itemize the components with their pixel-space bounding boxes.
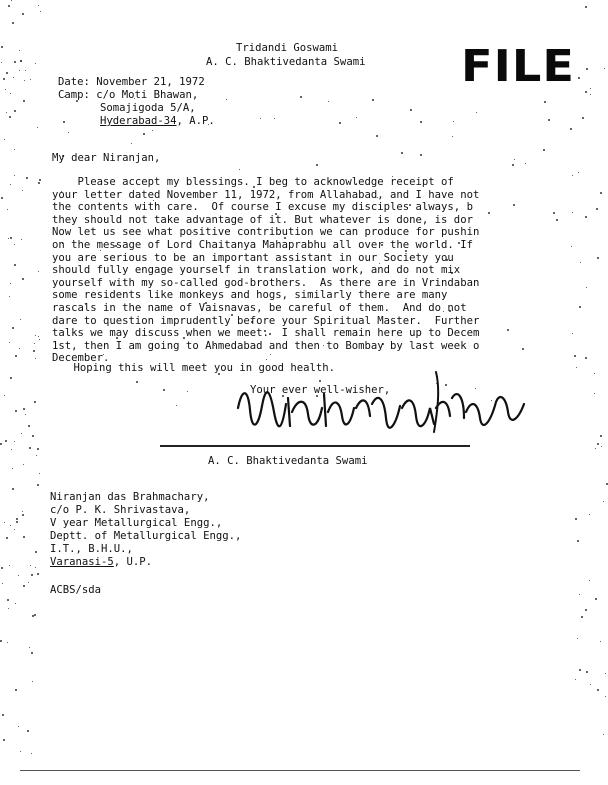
speck: [12, 327, 14, 329]
speck: [548, 119, 550, 121]
speck: [600, 192, 602, 194]
speck: [12, 22, 14, 24]
speck: [20, 319, 21, 320]
speck: [35, 335, 36, 336]
speck: [26, 177, 28, 179]
speck: [328, 101, 329, 102]
speck: [2, 583, 3, 584]
speck: [8, 5, 10, 7]
speck: [576, 367, 577, 368]
recipient-line2: c/o P. K. Shrivastava,: [50, 504, 191, 516]
speck: [1, 62, 2, 63]
handwritten-signature: [228, 368, 528, 448]
speck: [582, 117, 584, 119]
speck: [226, 99, 227, 100]
signature-line: [160, 445, 470, 447]
recipient-line4: Deptt. of Metallurgical Engg.,: [50, 530, 242, 542]
speck: [580, 262, 581, 263]
speck: [18, 575, 19, 576]
speck: [356, 117, 357, 118]
speck: [316, 164, 318, 166]
speck: [33, 350, 35, 352]
body-line: talks we may discuss when we meet. I shall remain here up to Decem: [52, 327, 480, 340]
speck: [595, 448, 596, 449]
body-line: on the message of Lord Chaitanya Mahaprabhu all over the world. If: [52, 239, 473, 251]
speck: [270, 354, 271, 355]
speck: [32, 435, 34, 437]
speck: [9, 342, 10, 343]
speck: [9, 296, 10, 297]
speck: [6, 537, 8, 539]
speck: [578, 172, 579, 173]
speck: [12, 488, 14, 490]
speck: [1, 567, 3, 569]
speck: [522, 348, 524, 350]
speck: [603, 734, 604, 735]
speck: [600, 641, 601, 642]
speck: [544, 101, 546, 103]
body-line: rascals in the name of Vaisnavas, be careful of them. And do not: [52, 302, 467, 314]
speck: [14, 244, 15, 245]
speck: [9, 116, 11, 118]
body-line: yourself with my so-called god-brothers. As there are in Vrindaban: [52, 276, 480, 289]
speck: [597, 257, 599, 259]
speck: [19, 348, 20, 349]
speck: [29, 647, 30, 648]
recipient-line3: V year Metallurgical Engg.,: [50, 517, 223, 529]
body-line: Please accept my blessings. I beg to acknowledge receipt of: [52, 176, 454, 188]
speck: [143, 133, 145, 135]
speck: [4, 522, 5, 523]
speck: [15, 603, 16, 604]
file-stamp: [448, 41, 588, 92]
speck: [606, 483, 608, 485]
speck: [420, 154, 422, 156]
speck: [574, 355, 576, 357]
speck: [376, 135, 378, 137]
speck: [372, 99, 374, 101]
speck: [410, 109, 412, 111]
speck: [5, 440, 7, 442]
speck: [19, 50, 20, 51]
speck: [2, 714, 4, 716]
speck: [19, 70, 20, 71]
camp-line1: Camp: c/o Moti Bhawan,: [58, 89, 199, 101]
speck: [38, 336, 39, 337]
speck: [163, 389, 165, 391]
speck: [597, 689, 599, 691]
speck: [187, 391, 188, 392]
speck: [25, 414, 26, 415]
speck: [512, 164, 514, 166]
speck: [596, 208, 598, 210]
speck: [15, 689, 17, 691]
speck: [579, 594, 580, 595]
speck: [581, 616, 583, 618]
speck: [420, 121, 422, 123]
speck: [63, 121, 65, 123]
speck: [38, 271, 39, 272]
speck: [32, 681, 33, 682]
speck: [605, 696, 606, 697]
speck: [28, 425, 30, 427]
speck: [266, 359, 267, 360]
speck: [37, 573, 39, 575]
speck: [18, 726, 19, 727]
speck: [507, 329, 509, 331]
speck: [300, 96, 302, 98]
speck: [556, 219, 558, 221]
body-line: your letter dated November 11, 1972, from Allahabad, and I have not: [52, 188, 480, 201]
speck: [603, 501, 604, 502]
speck: [239, 169, 240, 170]
speck: [36, 455, 37, 456]
speck: [7, 209, 8, 210]
speck: [601, 446, 602, 447]
speck: [15, 410, 17, 412]
speck: [453, 121, 454, 122]
speck: [23, 408, 25, 410]
speck: [589, 580, 590, 581]
speck: [25, 70, 26, 71]
speck: [35, 63, 36, 64]
speck: [35, 567, 36, 568]
speck: [575, 679, 576, 680]
speck: [594, 373, 595, 374]
speck: [28, 582, 29, 583]
speck: [35, 551, 37, 553]
speck: [585, 216, 587, 218]
speck: [586, 287, 587, 288]
speck: [513, 204, 515, 206]
speck: [571, 246, 572, 247]
speck: [585, 357, 587, 359]
speck: [10, 237, 12, 239]
speck: [572, 175, 573, 176]
speck: [39, 179, 41, 181]
speck: [38, 182, 40, 184]
speck: [23, 100, 25, 102]
speck: [11, 449, 12, 450]
speck: [600, 435, 602, 437]
closing-wish: Hoping this will meet you in good health.: [48, 362, 336, 374]
speck: [4, 139, 5, 140]
speck: [22, 511, 23, 512]
speck: [34, 614, 36, 616]
speck: [586, 671, 588, 673]
speck: [590, 94, 591, 95]
speck: [0, 640, 2, 642]
speck: [11, 0, 12, 1]
body-line: the contents with care. Of course I excuse my disciples always, b: [52, 201, 473, 214]
recipient-city: Varanasi-5: [50, 556, 114, 568]
speck: [7, 599, 9, 601]
camp-city: Hyderabad-34: [100, 115, 177, 127]
speck: [604, 68, 605, 69]
speck: [6, 72, 8, 74]
speck: [12, 468, 13, 469]
recipient-state: , U.P.: [113, 556, 153, 568]
speck: [274, 118, 275, 119]
speck: [476, 112, 477, 113]
body-line: December.: [52, 352, 110, 365]
speck: [605, 673, 606, 674]
speck: [68, 132, 69, 133]
speck: [595, 598, 597, 600]
speck: [136, 381, 138, 383]
speck: [514, 159, 515, 160]
speck: [38, 5, 39, 6]
speck: [23, 464, 24, 465]
recipient-line1: Niranjan das Brahmachary,: [50, 491, 210, 503]
speck: [8, 238, 9, 239]
speck: [401, 152, 403, 154]
speck: [14, 61, 16, 63]
speck: [14, 441, 15, 442]
speck: [3, 78, 5, 80]
speck: [0, 443, 2, 445]
salutation: My dear Niranjan,: [52, 152, 161, 164]
speck: [553, 212, 555, 214]
speck: [31, 753, 32, 754]
signer-name: A. C. Bhaktivedanta Swami: [208, 455, 368, 467]
speck: [579, 306, 581, 308]
speck: [14, 175, 15, 176]
letterhead-line1: Tridandi Goswami: [236, 42, 339, 54]
speck: [577, 638, 578, 639]
speck: [9, 565, 10, 566]
speck: [452, 136, 453, 137]
speck: [594, 393, 595, 394]
speck: [585, 609, 587, 611]
speck: [176, 405, 177, 406]
speck: [4, 395, 5, 396]
speck: [34, 401, 36, 403]
speck: [22, 278, 24, 280]
speck: [14, 529, 15, 530]
speck: [20, 751, 21, 752]
camp-line2: Somajigoda 5/A,: [100, 102, 196, 114]
speck: [35, 358, 36, 359]
speck: [22, 190, 23, 191]
speck: [6, 112, 7, 113]
speck: [1, 46, 3, 48]
body-line: 1st, then I am going to Ahmedabad and then to Bombay by last week o: [52, 339, 480, 352]
speck: [27, 730, 29, 732]
speck: [16, 518, 18, 520]
speck: [24, 80, 25, 81]
speck: [29, 447, 31, 449]
recipient-line6: [50, 556, 152, 568]
body-line: you are serious to be an important assistant in our Society you: [52, 251, 454, 264]
camp-state: , A.P.: [176, 115, 215, 127]
date-line: Date: November 21, 1972: [58, 76, 205, 88]
speck: [14, 110, 16, 112]
speck: [22, 514, 24, 516]
speck: [23, 536, 25, 538]
speck: [543, 149, 545, 151]
speck: [5, 89, 6, 90]
recipient-line5: I.T., B.H.U.,: [50, 543, 133, 555]
speck: [31, 574, 33, 576]
speck: [572, 333, 573, 334]
speck: [585, 6, 587, 8]
body-line: Now let us see what positive contribution we can produce for pushin: [52, 226, 480, 239]
speck: [575, 518, 577, 520]
camp-line3: [100, 115, 215, 127]
bottom-edge-line: [20, 770, 580, 771]
body-line: some residents like monkeys and hogs, similarly there are many: [52, 289, 448, 302]
speck: [37, 127, 38, 128]
speck: [37, 484, 39, 486]
speck: [23, 585, 25, 587]
speck: [21, 433, 22, 434]
speck: [339, 122, 341, 124]
speck: [525, 163, 526, 164]
speck: [39, 473, 40, 474]
speck: [8, 608, 9, 609]
speck: [22, 13, 24, 15]
speck: [570, 128, 572, 130]
speck: [14, 264, 16, 266]
speck: [16, 521, 18, 523]
speck: [152, 130, 153, 131]
speck: [30, 565, 31, 566]
speck: [10, 283, 11, 284]
speck: [577, 540, 579, 542]
speck: [37, 448, 39, 450]
speck: [589, 514, 590, 515]
speck: [260, 118, 261, 119]
speck: [39, 339, 40, 340]
speck: [21, 239, 22, 240]
speck: [590, 684, 591, 685]
letterhead-line2: A. C. Bhaktivedanta Swami: [206, 56, 366, 68]
speck: [10, 93, 11, 94]
speck: [32, 615, 34, 617]
speck: [13, 77, 14, 78]
speck: [40, 11, 41, 12]
speck: [579, 669, 581, 671]
speck: [10, 525, 11, 526]
closing: Your ever well-wisher,: [250, 384, 391, 396]
speck: [14, 149, 15, 150]
speck: [30, 79, 31, 80]
speck: [597, 443, 599, 445]
speck: [488, 212, 490, 214]
speck: [585, 91, 587, 93]
speck: [572, 212, 573, 213]
speck: [15, 355, 17, 357]
speck: [1, 197, 3, 199]
body-line: they should not take advantage of it. But whatever is done, is dor: [52, 213, 473, 226]
speck: [3, 739, 5, 741]
reference-initials: ACBS/sda: [50, 584, 102, 596]
body-line: dare to question imprudently before your Spiritual Master. Further: [52, 314, 480, 327]
file-stamp-text: FILE: [461, 41, 575, 92]
speck: [20, 60, 22, 62]
speck: [34, 343, 35, 344]
speck: [7, 642, 8, 643]
body-line: should fully engage yourself in translation work, and do not mix: [52, 264, 461, 277]
speck: [10, 184, 11, 185]
speck: [31, 652, 33, 654]
speck: [131, 143, 132, 144]
speck: [10, 377, 12, 379]
